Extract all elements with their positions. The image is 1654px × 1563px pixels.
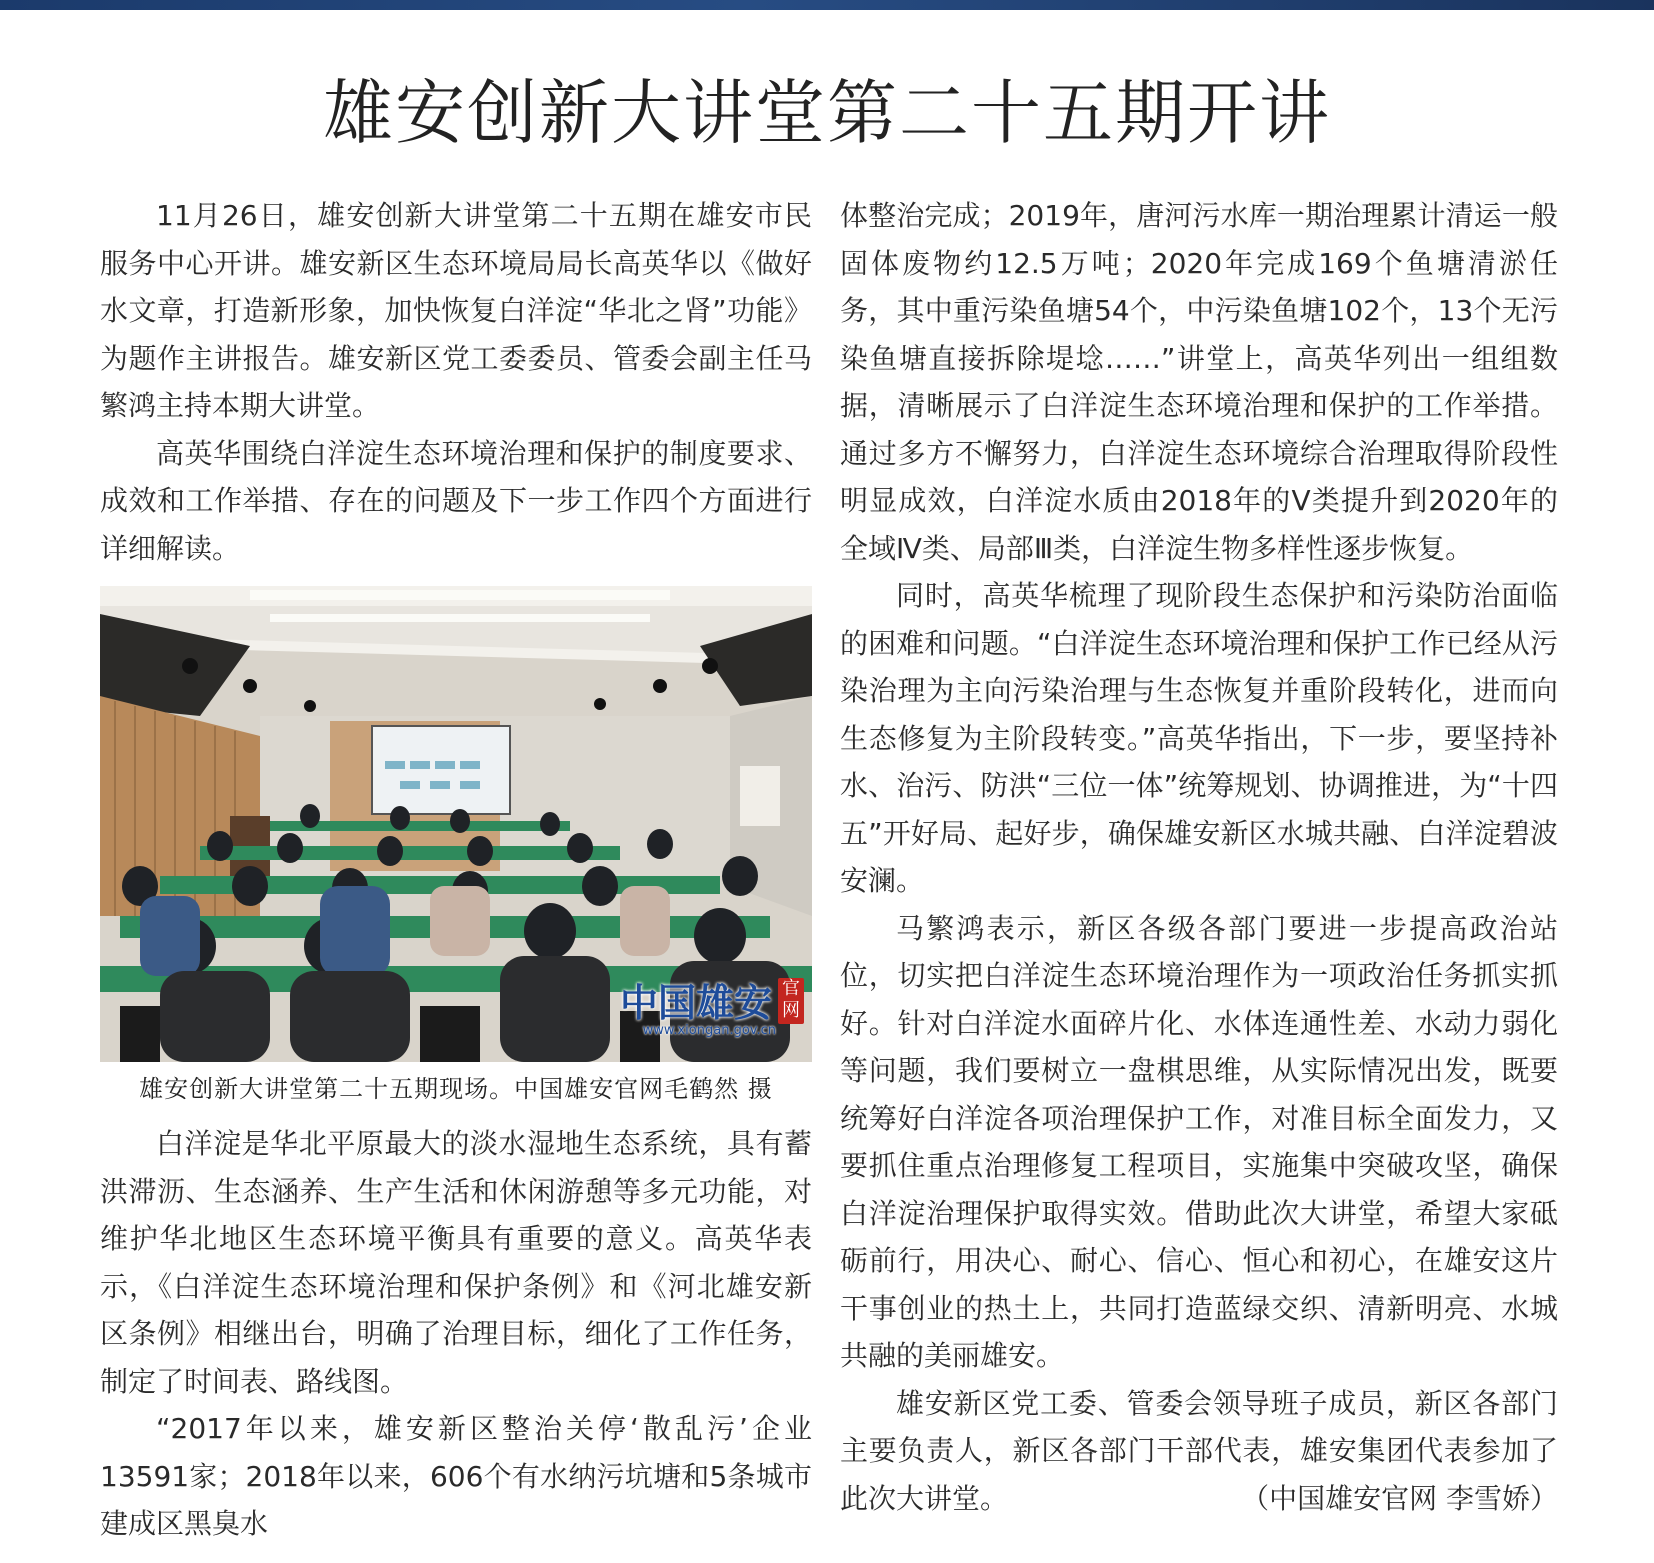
- watermark-logo-text: 中国雄安: [619, 979, 772, 1025]
- top-banner-bar: [0, 0, 1654, 10]
- article-title: 雄安创新大讲堂第二十五期开讲: [323, 72, 1331, 154]
- paragraph: 体整治完成；2019年，唐河污水库一期治理累计清运一般固体废物约12.5万吨；2020年完成169个鱼塘清淤任务，其中重污染鱼塘54个，中污染鱼塘102个，13个无污染鱼塘直接拆除堤埝……”讲堂上，高英华列出一组组数据，清晰展示了白洋淀生态环境治理和保护的工作举措。通过多方不懈努力，白洋淀生态环境综合治理取得阶段性明显成效，白洋淀水质由2018年的Ⅴ类提升到2020年的全域Ⅳ类、局部Ⅲ类，白洋淀生物多样性逐步恢复。: [840, 199, 1558, 565]
- photo-caption: 雄安创新大讲堂第二十五期现场。中国雄安官网毛鹤然 摄: [139, 1075, 773, 1103]
- paragraph: 11月26日，雄安创新大讲堂第二十五期在雄安市民服务中心开讲。雄安新区生态环境局局长高英华以《做好水文章，打造新形象，加快恢复白洋淀“华北之肾”功能》为题作主讲报告。雄安新区党工委委员、管委会副主任马繁鸿主持本期大讲堂。: [100, 199, 812, 422]
- left-column: [100, 192, 812, 1548]
- paragraph: 同时，高英华梳理了现阶段生态保护和污染防治面临的困难和问题。“白洋淀生态环境治理和保护工作已经从污染治理为主向污染治理与生态恢复并重阶段转化，进而向生态修复为主阶段转变。”高英华指出，下一步，要坚持补水、治污、防洪“三位一体”统筹规划、协调推进，为“十四五”开好局、起好步，确保雄安新区水城共融、白洋淀碧波安澜。: [840, 579, 1558, 897]
- lecture-photo: [100, 586, 812, 1062]
- byline: （中国雄安官网 李雪娇）: [1241, 1481, 1558, 1515]
- paragraph: 马繁鸿表示，新区各级各部门要进一步提高政治站位，切实把白洋淀生态环境治理作为一项政治任务抓实抓好。针对白洋淀水面碎片化、水体连通性差、水动力弱化等问题，我们要树立一盘棋思维，从实际情况出发，既要统筹好白洋淀各项治理保护工作，对准目标全面发力，又要抓住重点治理修复工程项目，实施集中突破攻坚，确保白洋淀治理保护取得实效。借助此次大讲堂，希望大家砥砺前行，用决心、耐心、信心、恒心和初心，在雄安这片干事创业的热土上，共同打造蓝绿交织、清新明亮、水城共融的美丽雄安。: [840, 911, 1558, 1372]
- paragraph: 白洋淀是华北平原最大的淡水湿地生态系统，具有蓄洪滞沥、生态涵养、生产生活和休闲游憩等多元功能，对维护华北地区生态环境平衡具有重要的意义。高英华表示，《白洋淀生态环境治理和保护条例》和《河北雄安新区条例》相继出台，明确了治理目标，细化了工作任务，制定了时间表、路线图。: [100, 1127, 812, 1398]
- paragraph: 高英华围绕白洋淀生态环境治理和保护的制度要求、成效和工作举措、存在的问题及下一步工作四个方面进行详细解读。: [100, 436, 812, 565]
- right-column: [840, 192, 1558, 1522]
- paragraph-text: 雄安新区党工委、管委会领导班子成员，新区各部门主要负责人，新区各部门干部代表，雄安集团代表参加了此次大讲堂。: [840, 1386, 1558, 1515]
- paragraph-last: [840, 1380, 1558, 1523]
- paragraph: “2017年以来，雄安新区整治关停‘散乱污’企业13591家；2018年以来，606个有水纳污坑塘和5条城市建成区黑臭水: [100, 1412, 812, 1540]
- watermark-stamp: 官网: [778, 978, 804, 1024]
- watermark-url: www.xiongan.gov.cn: [642, 1022, 776, 1038]
